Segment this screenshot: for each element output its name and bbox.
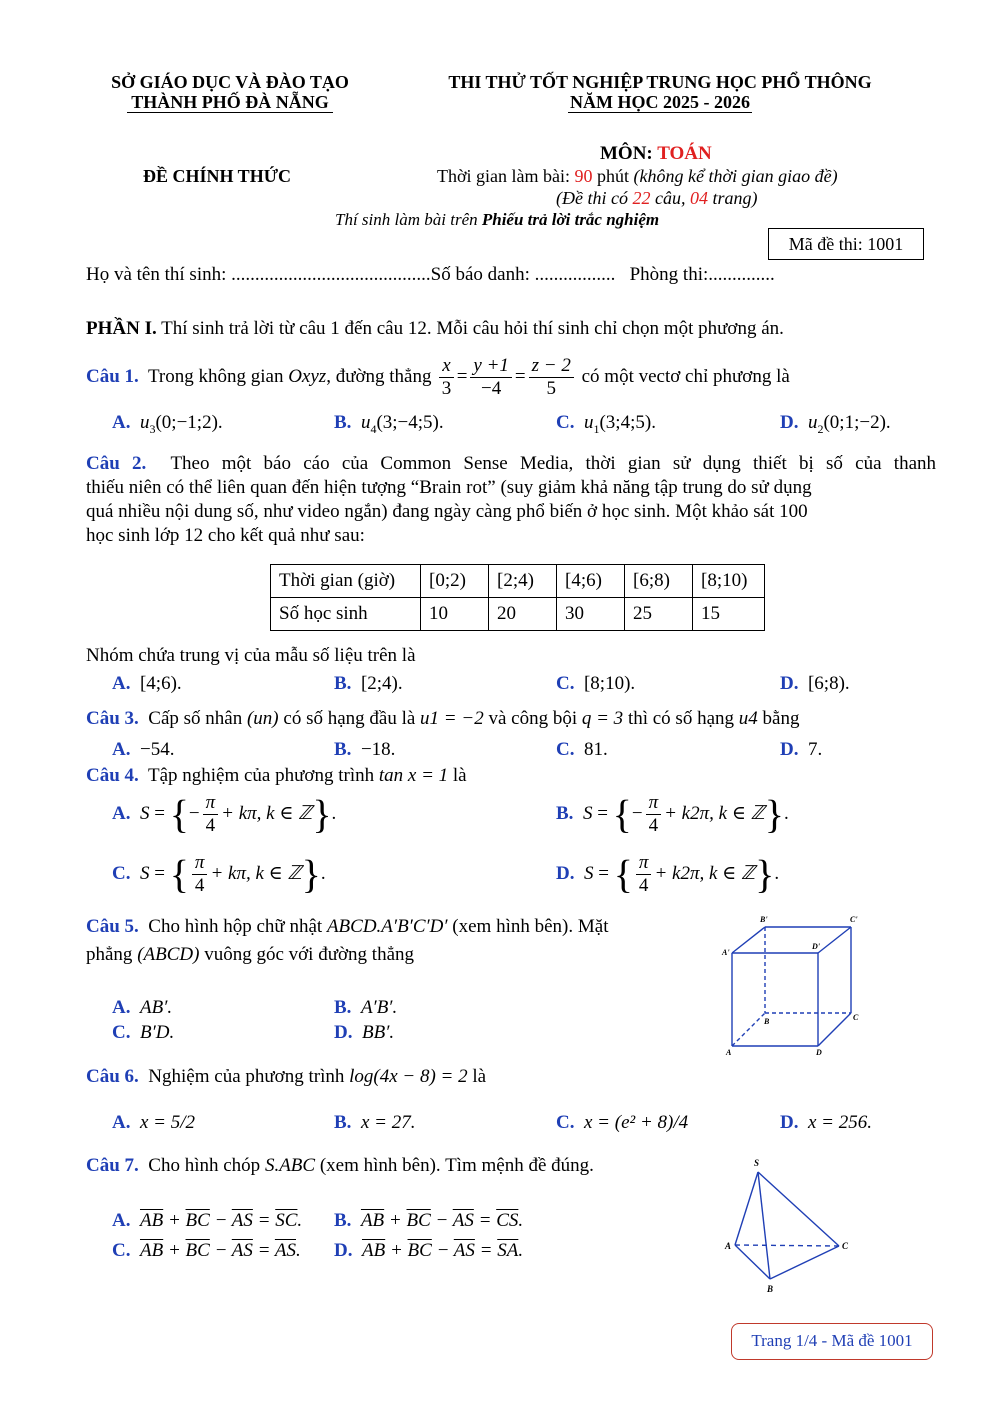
question-1: Câu 1. Trong không gian Oxyz, đường thẳng $\frac{x}{3}$ = $\frac{y +1}{-4}$ = $\frac{z - 2}{5}$ có một vectơ chỉ phương là [86, 355, 790, 399]
time-note: (không kể thời gian giao đề) [633, 166, 838, 186]
exam-title: THI THỬ TỐT NGHIỆP TRUNG HỌC PHỔ THÔNG [448, 72, 872, 92]
q4-option-d[interactable]: D. S = { $\frac{\pi}{4}$ + k2π, k ∈ ℤ}. [556, 851, 780, 897]
box-label: D [816, 1048, 822, 1057]
q6-option-b[interactable]: B. x = 27. [334, 1112, 416, 1133]
q3-option-a[interactable]: A. −54. [112, 739, 175, 760]
question-4: Câu 4. Tập nghiệm của phương trình tan x = 1 là [86, 765, 467, 786]
q1-text-b: , đường thẳng [326, 365, 432, 387]
pages-num: 04 [689, 188, 708, 208]
question-3: Câu 3. Cấp số nhân (un) có số hạng đầu là u1 = −2 và công bội q = 3 thì có số hạng u4 bằng [86, 708, 800, 729]
pages-mid: câu, [654, 188, 686, 208]
q5-option-d[interactable]: D. BB′. [334, 1022, 395, 1043]
pages-count: 22 [632, 188, 651, 208]
q1-frac-y: $\frac{y +1}{-4}$ [470, 355, 512, 400]
exam-code-box: Mã đề thi: 1001 [768, 228, 924, 260]
q1-frac-x: $\frac{x}{3}$ [439, 355, 453, 400]
q5-option-c[interactable]: C. B′D. [112, 1022, 175, 1043]
pages-line [556, 188, 757, 209]
table-row: Thời gian (giờ) [0;2) [2;4) [4;6) [6;8) [8;10) [271, 565, 765, 598]
part1-text: Thí sinh trả lời từ câu 1 đến câu 12. Mỗi câu hỏi thí sinh chỉ chọn một phương án. [161, 318, 784, 339]
q2-option-c[interactable]: C. [8;10). [556, 673, 636, 694]
time-line [437, 166, 838, 187]
q2-line-3: quá nhiều nội dung số, như video ngắn) đang ngày càng phổ biến ở học sinh. Một khảo sát 100 [86, 501, 808, 522]
box-label: B' [760, 915, 768, 924]
q3-option-d[interactable]: D. 7. [780, 739, 823, 760]
q5-option-b[interactable]: B. A′B′. [334, 997, 398, 1018]
official-label: ĐỀ CHÍNH THỨC [143, 166, 292, 186]
table-row: Số học sinh 10 20 30 25 15 [271, 598, 765, 631]
pages-prefix: (Đề thi có [556, 188, 628, 208]
box-label: A' [722, 948, 730, 957]
q2-option-a[interactable]: A. [4;6). [112, 673, 182, 694]
q2-option-d[interactable]: D. [6;8). [780, 673, 850, 694]
q2-label: Câu 2. [86, 453, 147, 474]
department-name: SỞ GIÁO DỤC VÀ ĐÀO TẠO [111, 72, 349, 92]
box-label: C' [850, 915, 858, 924]
q1-option-d[interactable]: D. $u_2(0;1;-2)$. [780, 412, 891, 436]
q2-data-table [270, 564, 765, 631]
student-name-field[interactable]: Họ và tên thí sinh: .......................................... [86, 264, 431, 285]
pages-suffix: trang) [712, 188, 758, 208]
q1-option-a[interactable]: A. $u_3(0;-1;2)$. [112, 412, 223, 436]
q1-text-c: có một vectơ chỉ phương là [581, 365, 790, 387]
box-label: C [853, 1013, 859, 1022]
pyramid-label: C [842, 1241, 849, 1251]
student-info [86, 264, 775, 286]
q6-option-a[interactable]: A. x = 5/2 [112, 1112, 196, 1133]
subject-label: MÔN: [600, 143, 653, 164]
question-2 [86, 452, 936, 548]
q5-option-a[interactable]: A. AB′. [112, 997, 173, 1018]
q2-line-2: thiếu niên có thể liên quan đến hiện tượng “Brain rot” (suy giảm khả năng tập trung do sử dụng [86, 477, 812, 498]
q7-option-c[interactable]: C. $\overline{AB} + \overline{BC} - \overline{AS} = \overline{AS}$. [112, 1240, 301, 1261]
q4-option-c[interactable]: C. S = { $\frac{\pi}{4}$ + kπ, k ∈ ℤ}. [112, 851, 326, 897]
q7-option-a[interactable]: A. $\overline{AB} + \overline{BC} - \overline{AS} = \overline{SC}$. [112, 1210, 303, 1231]
part1-title: PHẦN I. [86, 318, 157, 339]
time-suffix: phút [597, 166, 630, 186]
q1-option-c[interactable]: C. $u_1(3;4;5)$. [556, 412, 656, 436]
question-7: Câu 7. Cho hình chóp S.ABC (xem hình bên). Tìm mệnh đề đúng. [86, 1155, 594, 1176]
school-year: NĂM HỌC 2025 - 2026 [570, 92, 750, 112]
q2-line-1: Theo một báo cáo của Common Sense Media, thời gian sử dụng thiết bị số của thanh [170, 453, 936, 474]
pyramid-figure [718, 1156, 858, 1296]
q7-option-d[interactable]: D. $\overline{AB} + \overline{BC} - \overline{AS} = \overline{SA}$. [334, 1240, 524, 1261]
q3-option-c[interactable]: C. 81. [556, 739, 608, 760]
subject-line [600, 143, 712, 165]
q4-option-a[interactable]: A. S = {− $\frac{\pi}{4}$ + kπ, k ∈ ℤ}. [112, 791, 337, 837]
pyramid-label: A [725, 1241, 732, 1251]
header-right [405, 72, 915, 113]
q2-line-4: học sinh lớp 12 cho kết quả như sau: [86, 525, 365, 546]
pyramid-label: S [754, 1158, 760, 1168]
box-figure [718, 912, 868, 1062]
answer-note-prefix: Thí sinh làm bài trên [335, 210, 478, 229]
q1-frac-z: $\frac{z - 2}{5}$ [529, 355, 574, 400]
part1-instruction [86, 318, 784, 340]
answer-note-bold: Phiếu trả lời trắc nghiệm [481, 210, 660, 229]
q1-option-b[interactable]: B. $u_4(3;-4;5)$. [334, 412, 444, 436]
q6-option-c[interactable]: C. x = (e² + 8)/4 [556, 1112, 689, 1133]
q3-option-b[interactable]: B. −18. [334, 739, 396, 760]
pyramid-label: B [767, 1284, 774, 1294]
q2-option-b[interactable]: B. [2;4). [334, 673, 403, 694]
exam-room-field[interactable]: Phòng thi:.............. [629, 264, 775, 285]
box-label: D' [812, 942, 820, 951]
question-6: Câu 6. Nghiệm của phương trình log(4x − 8) = 2 là [86, 1066, 487, 1087]
box-label: B [764, 1017, 770, 1026]
page-footer: Trang 1/4 - Mã đề 1001 [731, 1323, 933, 1360]
q1-space: Oxyz [288, 365, 327, 387]
student-id-field[interactable]: Số báo danh: ................. [430, 264, 616, 285]
box-label: A [726, 1048, 732, 1057]
time-prefix: Thời gian làm bài: [437, 166, 570, 186]
q7-option-b[interactable]: B. $\overline{AB} + \overline{BC} - \overline{AS} = \overline{CS}$. [334, 1210, 524, 1231]
answer-note [335, 210, 659, 230]
city-name: THÀNH PHỐ ĐÀ NẴNG [127, 92, 333, 113]
q6-option-d[interactable]: D. x = 256. [780, 1112, 872, 1133]
q2-question: Nhóm chứa trung vị của mẫu số liệu trên là [86, 645, 416, 666]
question-5: Câu 5. Cho hình hộp chữ nhật ABCD.A′B′C′D′ (xem hình bên). Mặt phẳng (ABCD) vuông góc với đường thẳng [86, 916, 609, 965]
q4-option-b[interactable]: B. S = {− $\frac{\pi}{4}$ + k2π, k ∈ ℤ}. [556, 791, 789, 837]
q1-text-a: Trong không gian [147, 365, 284, 387]
time-value: 90 [574, 166, 593, 186]
subject-name: TOÁN [657, 143, 712, 164]
header-left [80, 72, 380, 113]
q1-label: Câu 1. [86, 365, 139, 387]
